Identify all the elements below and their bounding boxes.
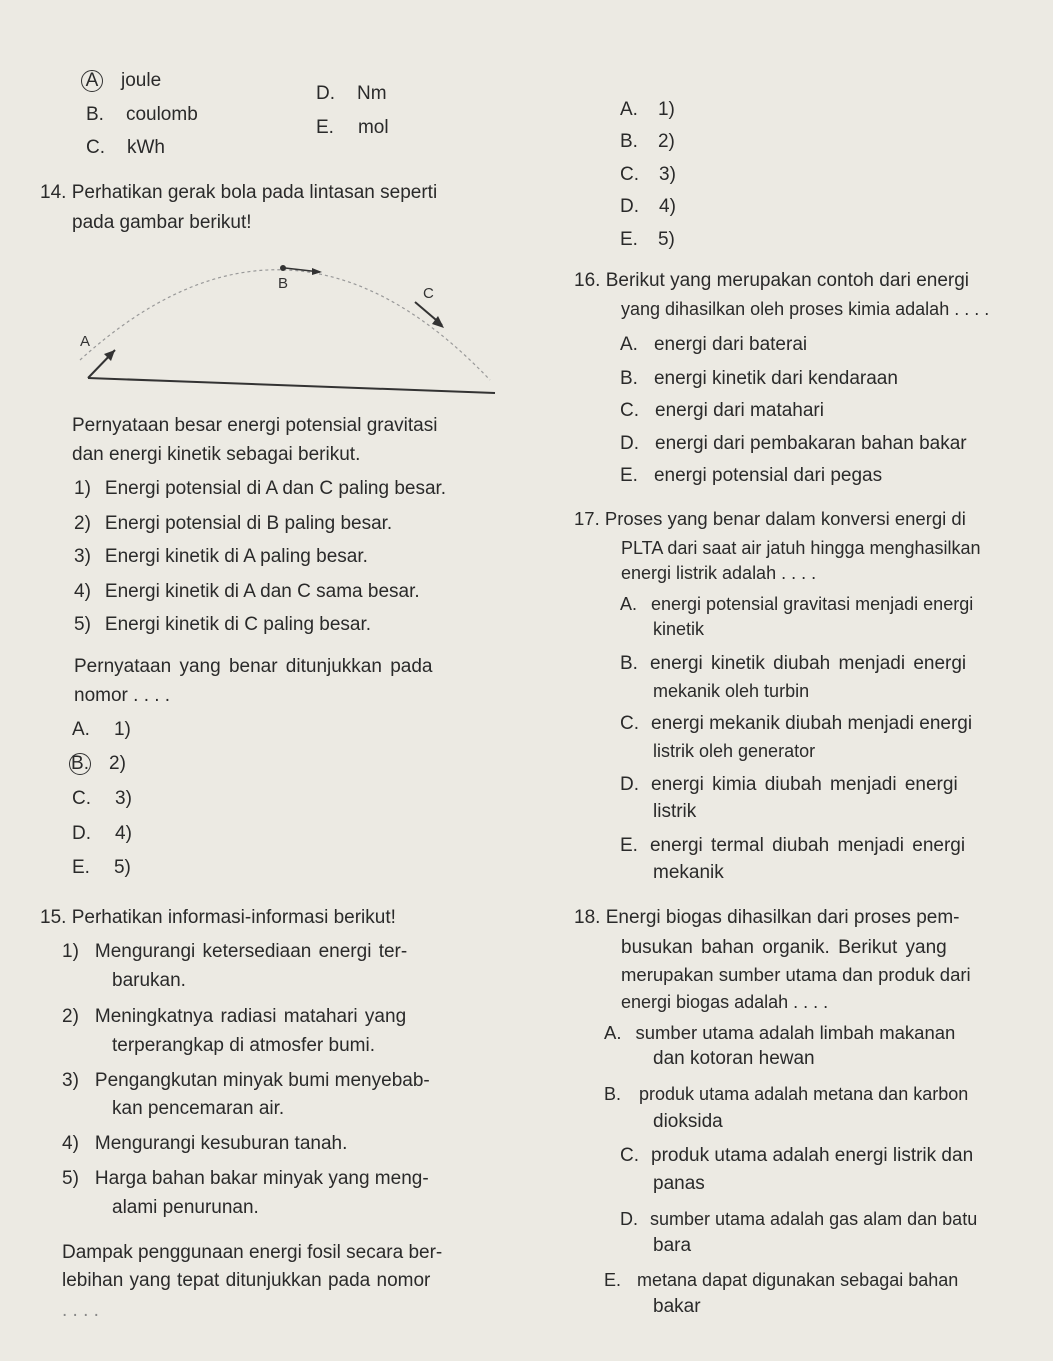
- q14-option-a[interactable]: A. 1): [72, 719, 131, 740]
- q18-option-d[interactable]: D. sumber utama adalah gas alam dan batu: [620, 1209, 978, 1229]
- q17-option-d[interactable]: D. energi kimia diubah menjadi energi: [620, 774, 958, 795]
- q14-question-line1: Pernyataan yang benar ditunjukkan pada: [74, 656, 433, 677]
- q14-option-d[interactable]: D. 4): [72, 823, 132, 844]
- q15-option-b[interactable]: B. 2): [620, 131, 675, 152]
- q18-stem-line2: busukan bahan organik. Berikut yang: [621, 937, 947, 958]
- q17-option-e-cont: mekanik: [653, 862, 724, 883]
- q18-option-c-cont: panas: [653, 1173, 705, 1194]
- q15-item-1-cont: barukan.: [112, 970, 186, 991]
- q17-option-e[interactable]: E. energi termal diubah menjadi energi: [620, 835, 966, 856]
- q16-stem-line1: 16. Berikut yang merupakan contoh dari energi: [574, 270, 970, 291]
- q17-option-a[interactable]: A. energi potensial gravitasi menjadi energi: [620, 594, 974, 614]
- q15-question-line3: . . . .: [62, 1300, 99, 1321]
- q18-option-a[interactable]: A. sumber utama adalah limbah makanan: [604, 1022, 956, 1043]
- q14-statement-5: 5) Energi kinetik di C paling besar.: [74, 614, 372, 635]
- q15-item-5-cont: alami penurunan.: [112, 1197, 259, 1218]
- q18-stem-line1: 18. Energi biogas dihasilkan dari proses pem-: [574, 907, 960, 928]
- q18-option-b[interactable]: B. produk utama adalah metana dan karbon: [604, 1084, 969, 1104]
- q13-option-b[interactable]: B. coulomb: [86, 104, 198, 125]
- q17-option-c[interactable]: C. energi mekanik diubah menjadi energi: [620, 713, 973, 734]
- q14-intro-line1: Pernyataan besar energi potensial gravitasi: [72, 415, 438, 436]
- q18-stem-line4: energi biogas adalah . . . .: [621, 992, 829, 1012]
- q15-item-2: 2) Meningkatnya radiasi matahari yang: [62, 1006, 407, 1027]
- q18-option-d-cont: bara: [653, 1235, 692, 1256]
- q17-stem-line2: PLTA dari saat air jatuh hingga menghasilkan: [621, 538, 981, 558]
- point-b-label: B: [278, 275, 289, 292]
- q14-statement-2: 2) Energi potensial di B paling besar.: [74, 513, 393, 534]
- q14-statement-4: 4) Energi kinetik di A dan C sama besar.: [74, 581, 420, 602]
- q15-question-line2: lebihan yang tepat ditunjukkan pada nomor: [62, 1270, 431, 1291]
- q14-question-line2: nomor . . . .: [74, 685, 171, 706]
- q16-stem-line2: yang dihasilkan oleh proses kimia adalah . . . .: [621, 299, 990, 319]
- answer-mark-circle: B.: [69, 753, 91, 775]
- q18-option-c[interactable]: C. produk utama adalah energi listrik dan: [620, 1145, 974, 1166]
- q14-option-b[interactable]: B. 2): [72, 753, 126, 775]
- q16-option-d[interactable]: D. energi dari pembakaran bahan bakar: [620, 433, 967, 454]
- q15-option-d[interactable]: D. 4): [620, 196, 676, 217]
- q17-option-b-cont: mekanik oleh turbin: [653, 681, 810, 701]
- trajectory-figure: [70, 250, 510, 400]
- point-c-label: C: [423, 285, 434, 302]
- q13-option-e[interactable]: E. mol: [316, 117, 389, 138]
- q18-stem-line3: merupakan sumber utama dan produk dari: [621, 964, 971, 985]
- q14-option-c[interactable]: C. 3): [72, 788, 132, 809]
- q15-stem: 15. Perhatikan informasi-informasi berikut!: [40, 907, 396, 928]
- q17-option-a-cont: kinetik: [653, 619, 705, 639]
- q17-option-b[interactable]: B. energi kinetik diubah menjadi energi: [620, 653, 967, 674]
- q18-option-e[interactable]: E. metana dapat digunakan sebagai bahan: [604, 1270, 959, 1290]
- q15-option-c[interactable]: C. 3): [620, 164, 676, 185]
- q15-item-2-cont: terperangkap di atmosfer bumi.: [112, 1035, 375, 1056]
- q17-option-c-cont: listrik oleh generator: [653, 741, 816, 761]
- q14-intro-line2: dan energi kinetik sebagai berikut.: [72, 444, 361, 465]
- q14-statement-3: 3) Energi kinetik di A paling besar.: [74, 546, 368, 567]
- q18-option-e-cont: bakar: [653, 1296, 701, 1317]
- q16-option-b[interactable]: B. energi kinetik dari kendaraan: [620, 368, 898, 389]
- q15-item-3: 3) Pengangkutan minyak bumi menyebab-: [62, 1070, 430, 1091]
- answer-mark-circle: A: [81, 70, 103, 92]
- q18-option-a-cont: dan kotoran hewan: [653, 1048, 815, 1069]
- q13-option-c[interactable]: C. kWh: [86, 137, 165, 158]
- q15-item-4: 4) Mengurangi kesuburan tanah.: [62, 1133, 348, 1154]
- q14-option-e[interactable]: E. 5): [72, 857, 131, 878]
- q15-item-1: 1) Mengurangi ketersediaan energi ter-: [62, 941, 408, 962]
- q13-option-d[interactable]: D. Nm: [316, 83, 387, 104]
- q15-option-e[interactable]: E. 5): [620, 229, 675, 250]
- q17-option-d-cont: listrik: [653, 801, 697, 822]
- q18-option-b-cont: dioksida: [653, 1111, 723, 1132]
- q16-option-e[interactable]: E. energi potensial dari pegas: [620, 465, 883, 486]
- q13-option-a[interactable]: A joule: [84, 70, 161, 92]
- q16-option-c[interactable]: C. energi dari matahari: [620, 400, 824, 421]
- q16-option-a[interactable]: A. energi dari baterai: [620, 334, 808, 355]
- q15-item-3-cont: kan pencemaran air.: [112, 1098, 285, 1119]
- q15-question-line1: Dampak penggunaan energi fosil secara ber-: [62, 1242, 443, 1263]
- q14-statement-1: 1) Energi potensial di A dan C paling besar.: [74, 478, 447, 499]
- q15-option-a[interactable]: A. 1): [620, 99, 675, 120]
- point-a-label: A: [80, 333, 91, 350]
- q17-stem-line1: 17. Proses yang benar dalam konversi energi di: [574, 508, 966, 529]
- q14-stem-line1: 14. Perhatikan gerak bola pada lintasan seperti: [40, 182, 438, 203]
- q17-stem-line3: energi listrik adalah . . . .: [621, 563, 817, 583]
- q14-stem-line2: pada gambar berikut!: [72, 212, 252, 233]
- q15-item-5: 5) Harga bahan bakar minyak yang meng-: [62, 1168, 429, 1189]
